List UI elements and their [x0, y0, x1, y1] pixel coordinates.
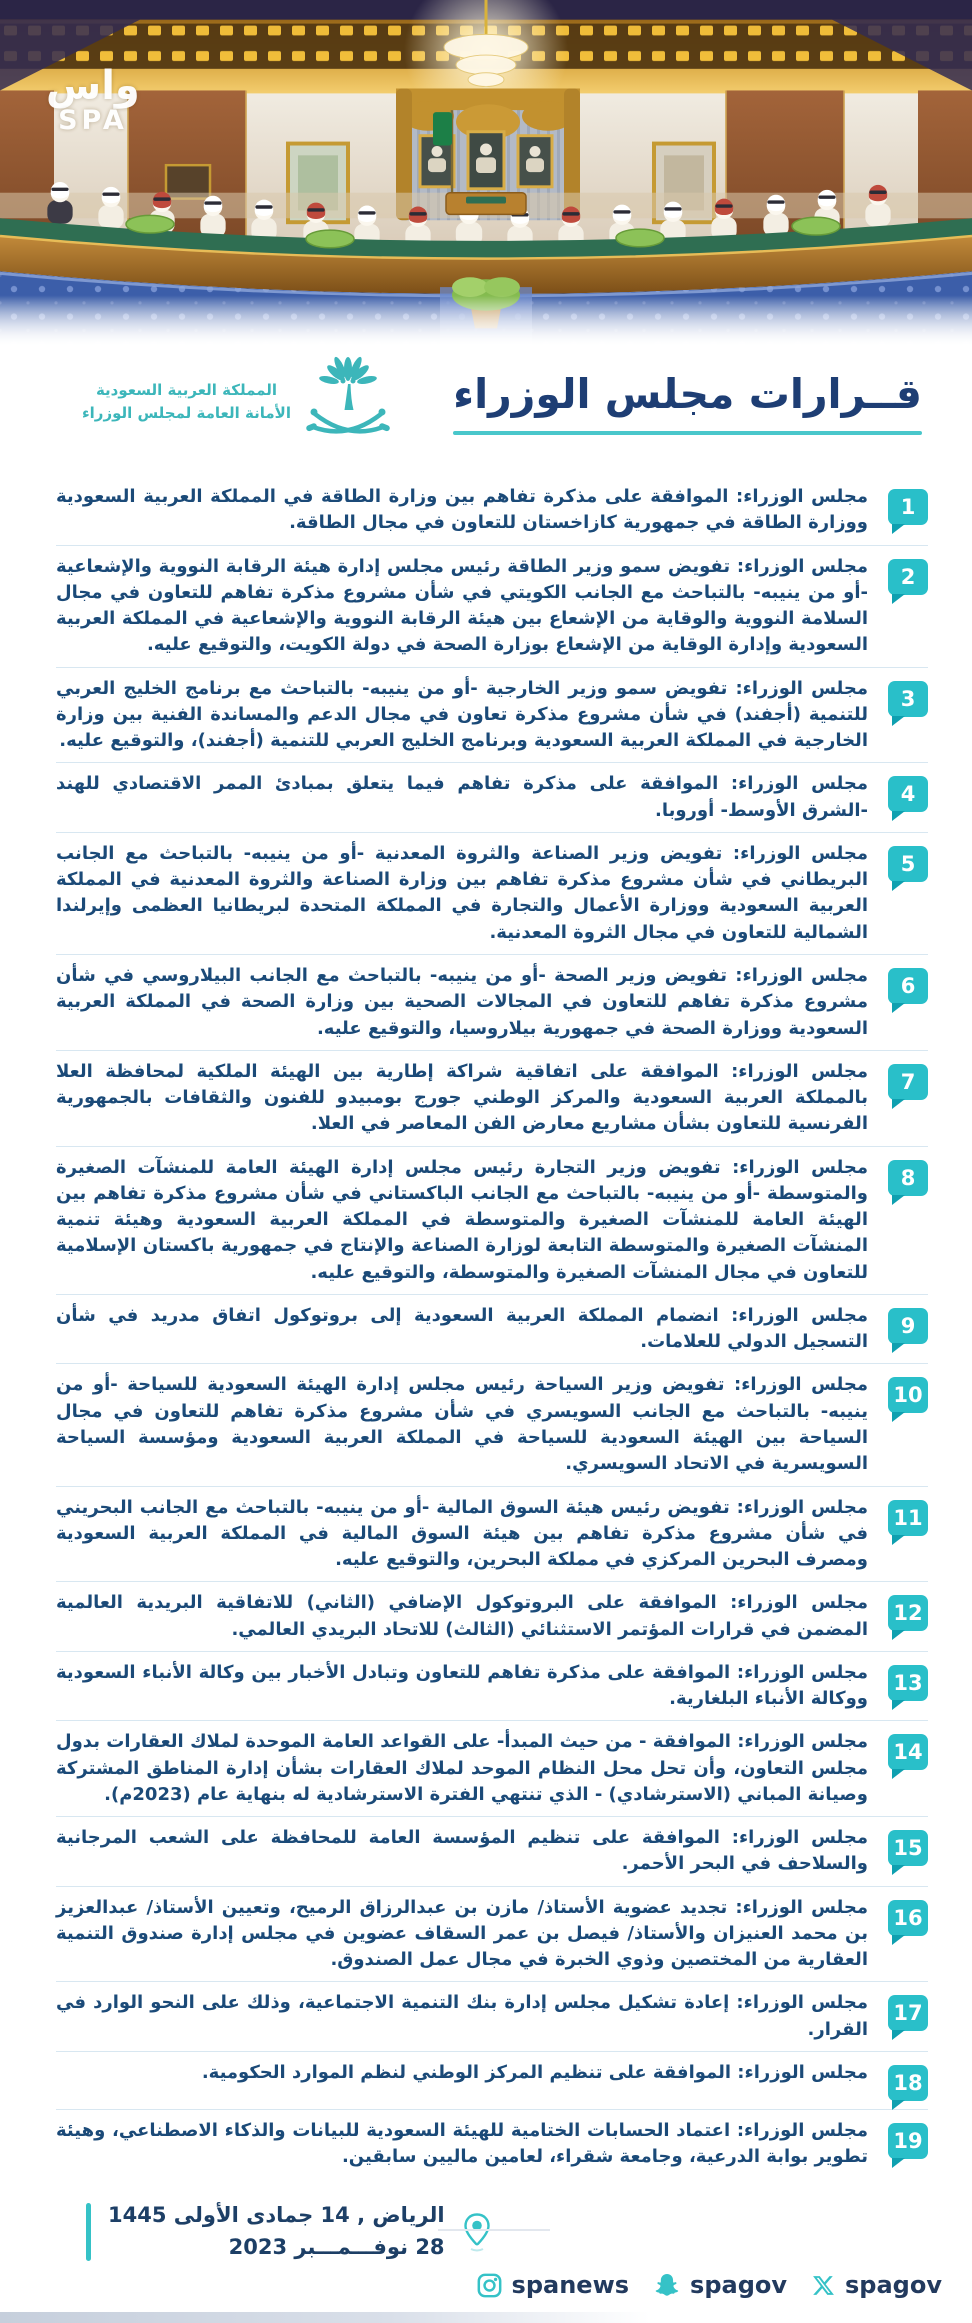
decision-text: مجلس الوزراء: تفويض وزير الصحة -أو من ينيبه- بالتباحث مع الجانب البيلاروسي في شأن مشروع مذكرة تفاهم للتعاون في المجالات الصحية بين وزارة الصحة في المملكة العربية السعودية ووزارة الصحة في جمهورية بيلاروسيا، والتوقيع عليه. [56, 964, 868, 1039]
date-accent-bar [86, 2203, 91, 2261]
decision-text: مجلس الوزراء: إعادة تشكيل مجلس إدارة بنك التنمية الاجتماعية، وذلك على النحو الوارد في القرار. [56, 1992, 868, 2040]
snapchat-icon [653, 2271, 681, 2299]
footer-divider-line [438, 2229, 550, 2231]
title-underline [453, 431, 922, 435]
decision-number-badge: 16 [888, 1900, 928, 1936]
decision-number-badge: 15 [888, 1830, 928, 1866]
decision-number-badge: 13 [888, 1665, 928, 1701]
decision-item [56, 1146, 928, 1294]
brand-line2: الأمانة العامة لمجلس الوزراء [82, 404, 291, 422]
decision-number-badge: 1 [888, 489, 928, 525]
instagram-handle: spanews [511, 2271, 630, 2299]
decision-text: مجلس الوزراء: تفويض وزير السياحة رئيس مجلس إدارة الهيئة السعودية للسياحة -أو من ينيبه- بالتباحث مع الجانب السويسري في شأن مشروع مذكرة تفاهم للتعاون في مجال السياحة بين الهيئة السعودية للسياحة في المملكة العربية السعودية ومؤسسة السياحة السويسرية في الاتحاد السويسري. [56, 1374, 868, 1475]
decision-item [56, 1720, 928, 1816]
spa-watermark-logo [46, 63, 140, 136]
decision-number-badge: 14 [888, 1734, 928, 1770]
date-hijri: الرياض , 14 جمادى الأولى 1445 [108, 2203, 445, 2227]
decision-item [56, 1816, 928, 1886]
decisions-list [0, 476, 972, 2179]
decision-item [56, 2109, 928, 2179]
decision-text: مجلس الوزراء: الموافقة - من حيث المبدأ- على القواعد العامة الموحدة لملاك العقارات بدول مجلس التعاون، وأن تحل محل النظام الموحد لملاك العقارات بشأن إدارة المناطق المشتركة وصيانة المباني (الاسترشادي) - الذي تنتهي الفترة الاسترشادية له بنهاية عام (2023م). [56, 1731, 868, 1805]
decision-item [56, 1886, 928, 1982]
decision-item [56, 1363, 928, 1485]
decision-number-badge: 3 [888, 681, 928, 717]
decision-text: مجلس الوزراء: الموافقة على مذكرة تفاهم فيما يتعلق بمبادئ الممر الاقتصادي للهند -الشرق الأوسط- أوروبا. [56, 773, 868, 821]
saudi-emblem-icon [305, 354, 391, 450]
decision-text: مجلس الوزراء: تفويض سمو وزير الخارجية -أو من ينيبه- بالتباحث مع برنامج الخليج العربي للتنمية (أجفند) في شأن مشروع مذكرة تعاون في مجال الدعم والمساندة الفنية بين وزارة الخارجية في المملكة العربية السعودية وبرنامج الخليج العربي للتنمية (أجفند)، والتوقيع عليه. [56, 677, 868, 752]
decision-item [56, 832, 928, 954]
decision-text: مجلس الوزراء: الموافقة على تنظيم المركز الوطني لنظم الموارد الحكومية. [201, 2062, 868, 2084]
decision-item [56, 545, 928, 667]
decision-item [56, 762, 928, 832]
decision-item [56, 954, 928, 1050]
decision-item [56, 1050, 928, 1146]
bottom-edge-strip [0, 2312, 650, 2323]
location-pin-icon [462, 2211, 492, 2253]
social-links [476, 2271, 942, 2299]
decision-text: مجلس الوزراء: تفويض وزير التجارة رئيس مجلس إدارة الهيئة العامة للمنشآت الصغيرة والمتوسطة -أو من ينيبه- بالتباحث مع الجانب الباكستاني في شأن مشروع مذكرة تفاهم بين الهيئة العامة للمنشآت الصغيرة والمتوسطة في المملكة العربية السعودية وهيئة تنمية المنشآت الصغيرة والمتوسطة التابعة لوزارة الصناعة والإنتاج في جمهورية باكستان الإسلامية للتعاون في مجال المنشآت الصغيرة والمتوسطة، والتوقيع عليه. [56, 1156, 868, 1283]
decision-number-badge: 12 [888, 1595, 928, 1631]
decision-number-badge: 19 [888, 2123, 928, 2159]
decision-number-badge: 5 [888, 846, 928, 882]
photo-fade [0, 296, 972, 352]
decision-item [56, 1981, 928, 2051]
decision-text: مجلس الوزراء: الموافقة على تنظيم المؤسسة العامة للمحافظة على الشعب المرجانية والسلاحف في البحر الأحمر. [56, 1827, 868, 1875]
decision-text: مجلس الوزراء: الموافقة على اتفاقية شراكة إطارية بين الهيئة الملكية لمحافظة العلا بالمملكة العربية السعودية والمركز الوطني جورج بومبيدو للفنون والثقافات بالجمهورية الفرنسية للتعاون بشأن مشاريع معارض الفن المعاصر في العلا. [56, 1060, 868, 1135]
decision-text: مجلس الوزراء: الموافقة على البروتوكول الإضافي (الثاني) للاتفاقية البريدية العالمية المضمن في قرارات المؤتمر الاستثنائي (الثالث) للاتحاد البريدي العالمي. [56, 1592, 868, 1640]
social-snapchat[interactable] [653, 2271, 787, 2299]
decision-number-badge: 11 [888, 1500, 928, 1536]
x-icon [811, 2273, 836, 2298]
decision-number-badge: 8 [888, 1160, 928, 1196]
decision-text: مجلس الوزراء: تجديد عضوية الأستاذ/ مازن بن عبدالرزاق الرميح، وتعيين الأستاذ/ عبدالعزيز بن محمد العنيزان والأستاذ/ فيصل بن عمر السقاف عضوين في مجلس إدارة صندوق التنمية العقارية من المختصين وذوي الخبرة في مجال عمل الصندوق. [56, 1896, 868, 1971]
decision-item [56, 476, 928, 545]
snapchat-handle: spagov [690, 2271, 788, 2299]
decision-item [56, 2051, 928, 2109]
decision-item [56, 1651, 928, 1721]
spa-watermark-latin: SPA [58, 104, 128, 136]
brand-block [82, 354, 391, 450]
decision-number-badge: 10 [888, 1377, 928, 1413]
date-text [108, 2200, 445, 2263]
decision-text: مجلس الوزراء: الموافقة على مذكرة تفاهم للتعاون وتبادل الأخبار بين وكالة الأنباء السعودية ووكالة الأنباء البلغارية. [56, 1661, 868, 1710]
brand-line1: المملكة العربية السعودية [95, 380, 277, 399]
head-desk [446, 193, 526, 215]
social-x[interactable] [811, 2271, 942, 2299]
title-block [453, 370, 922, 435]
decision-number-badge: 18 [888, 2065, 928, 2101]
decision-text: مجلس الوزراء: تفويض رئيس هيئة السوق المالية -أو من ينيبه- بالتباحث مع الجانب البحريني في شأن مشروع مذكرة تفاهم بين هيئة السوق المالية في المملكة العربية السعودية ومصرف البحرين المركزي في مملكة البحرين، والتوقيع عليه. [56, 1496, 868, 1571]
date-gregorian: 28 نوفـــمـــبر 2023 [228, 2234, 445, 2259]
decision-number-badge: 9 [888, 1308, 928, 1344]
decision-text: مجلس الوزراء: الموافقة على مذكرة تفاهم بين وزارة الطاقة في المملكة العربية السعودية ووزارة الطاقة في جمهورية كازاخستان للتعاون في مجال الطاقة. [56, 486, 868, 534]
decision-item [56, 1581, 928, 1651]
social-instagram[interactable] [476, 2271, 629, 2299]
header [0, 344, 972, 460]
decision-number-badge: 6 [888, 968, 928, 1004]
brand-text [82, 379, 291, 426]
decision-number-badge: 7 [888, 1064, 928, 1100]
spa-watermark-arabic: واس [46, 63, 140, 109]
decision-number-badge: 4 [888, 776, 928, 812]
decision-item [56, 1294, 928, 1364]
decision-text: مجلس الوزراء: انضمام المملكة العربية السعودية إلى بروتوكول اتفاق مدريد في شأن التسجيل الدولي للعلامات. [56, 1304, 868, 1353]
instagram-icon [476, 2272, 503, 2299]
decision-number-badge: 2 [888, 559, 928, 595]
decision-text: مجلس الوزراء: اعتماد الحسابات الختامية للهيئة السعودية للبيانات والذكاء الاصطناعي، وهيئة تطوير بوابة الدرعية، وجامعة شقراء، لعامين ماليين سابقين. [56, 2120, 868, 2168]
x-handle: spagov [845, 2271, 942, 2299]
decision-item [56, 667, 928, 763]
decision-number-badge: 17 [888, 1995, 928, 2031]
decision-text: مجلس الوزراء: تفويض وزير الصناعة والثروة المعدنية -أو من ينيبه- بالتباحث مع الجانب البريطاني في شأن مشروع مذكرة تفاهم بين وزارة الصناعة والثروة المعدنية في المملكة العربية السعودية ووزارة الأعمال والتجارة في المملكة المتحدة لبريطانيا العظمى وإيرلندا الشمالية للتعاون في مجال الثروة المعدنية. [56, 842, 868, 943]
date-block [86, 2200, 492, 2263]
decision-item [56, 1486, 928, 1582]
decision-text: مجلس الوزراء: تفويض سمو وزير الطاقة رئيس مجلس إدارة هيئة الرقابة النووية والإشعاعية -أو من ينيبه- بالتباحث مع الجانب الكويتي في شأن مشروع مذكرة تفاهم للتعاون في مجال السلامة النووية والوقاية من الإشعاع بين هيئة الرقابة النووية والإشعاعية في المملكة العربية السعودية وإدارة الوقاية من الإشعاع بوزارة الصحة في دولة الكويت، والتوقيع عليه. [56, 555, 868, 656]
page-title: قــرارات مجلس الوزراء [453, 369, 922, 418]
meeting-photo [0, 0, 972, 352]
